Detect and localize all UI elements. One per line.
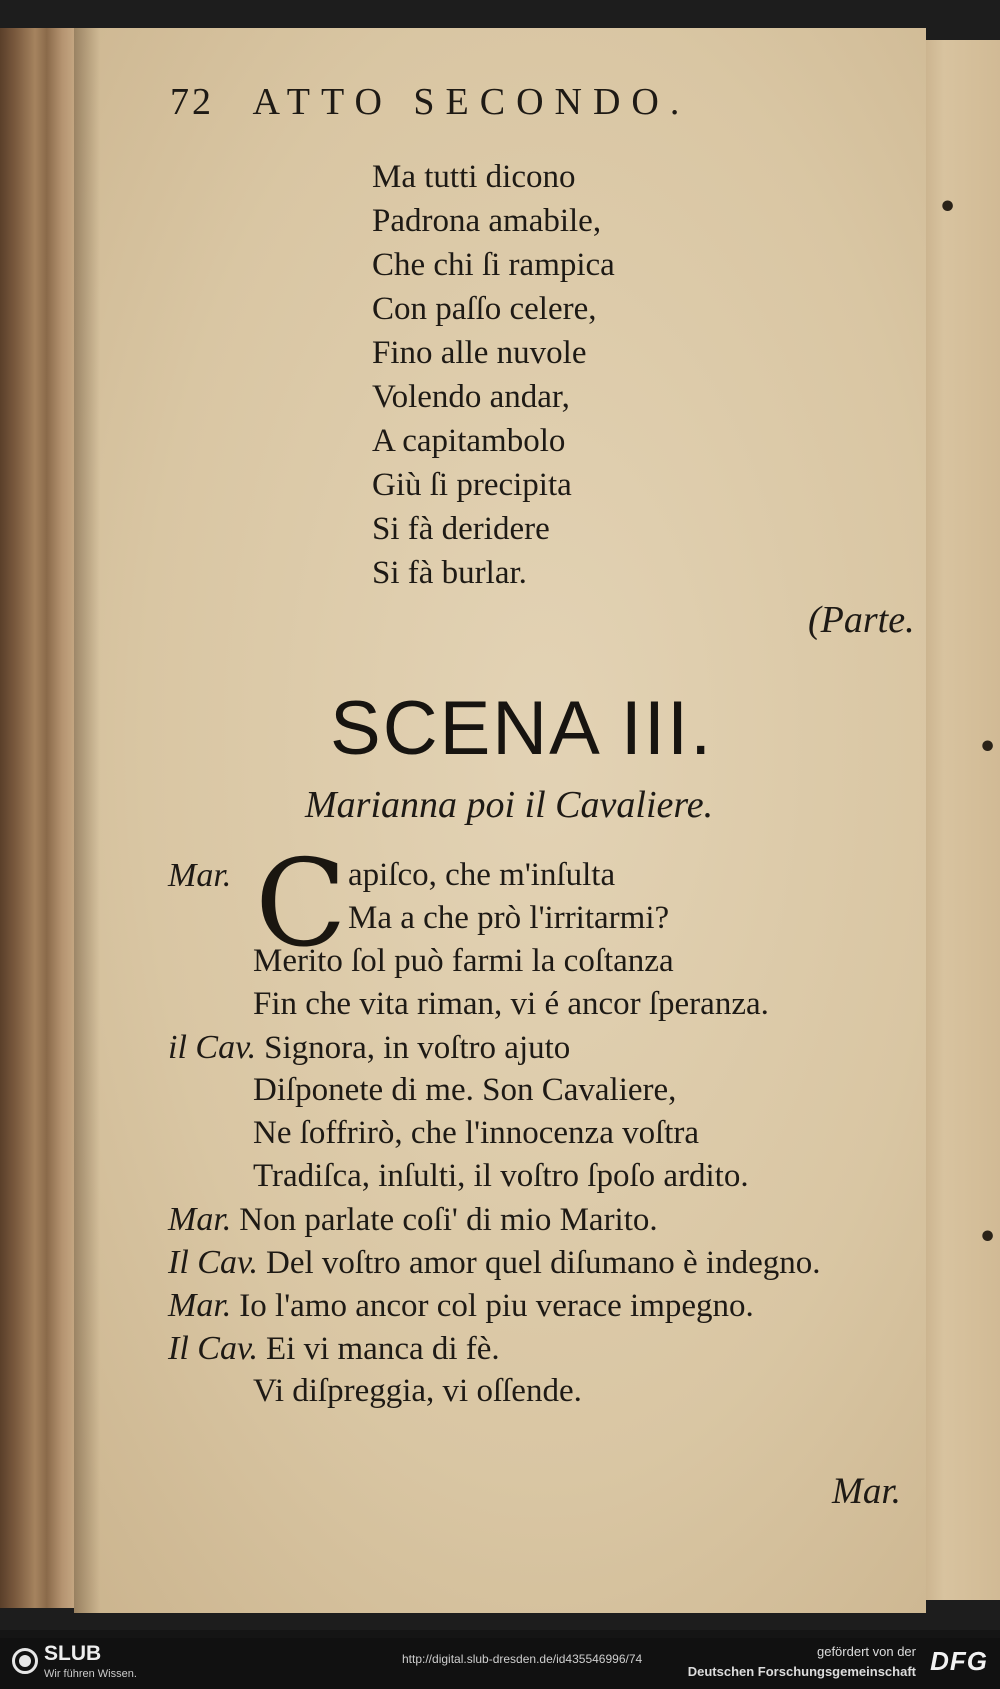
funding-line-1: gefördert von der (816, 1644, 916, 1659)
dialogue-line (168, 1026, 570, 1070)
dialogue-text: Merito ſol può farmi la coſtanza (253, 943, 674, 979)
stage-direction: (Parte. (808, 599, 915, 641)
dialogue-text: Del voſtro amor quel diſumano è indegno. (266, 1245, 821, 1281)
dialogue-line (168, 1198, 658, 1242)
bleed-mark: • (978, 730, 998, 765)
page-gutter-shadow (74, 28, 100, 1613)
verse-line: Padrona amabile, (372, 203, 602, 239)
verse-line: A capitambolo (372, 423, 566, 459)
library-name[interactable]: SLUB (44, 1642, 102, 1665)
running-title: ATTO SECONDO. (252, 81, 691, 123)
dialogue-text: Vi diſpreggia, vi oſſende. (253, 1373, 582, 1409)
dialogue-text: Non parlate coſi' di mio Marito. (239, 1202, 658, 1238)
facing-page-edge (920, 40, 1000, 1600)
slub-logo-icon[interactable] (12, 1648, 38, 1674)
viewer-footer (0, 1638, 1000, 1689)
dialogue-line (168, 1241, 820, 1285)
bleed-mark: • (978, 1220, 998, 1255)
verse-line: Volendo andar, (372, 379, 570, 415)
catchword: Mar. (832, 1471, 901, 1512)
verse-line: Che chi ſi rampica (372, 247, 615, 283)
library-tagline: Wir führen Wissen. (44, 1668, 137, 1680)
running-header (170, 80, 690, 124)
verse-line: Ma tutti dicono (372, 159, 576, 195)
scene-personae: Marianna poi il Cavaliere. (305, 784, 714, 826)
dialogue-text: Fin che vita riman, vi é ancor ſperanza. (253, 986, 769, 1022)
verse-line: Si fà deridere (372, 511, 550, 547)
funding-line-2: Deutschen Forschungsgemeinschaft (687, 1664, 916, 1679)
book-edge (0, 28, 78, 1608)
verse-line: Fino alle nuvole (372, 335, 587, 371)
scene-title: SCENA III. (330, 686, 714, 771)
dialogue-line (168, 1327, 500, 1371)
dialogue-text: Ne ſoffrirò, che l'innocenza voſtra (253, 1115, 700, 1151)
verse-line: Giù ſi precipita (372, 467, 572, 503)
verse-line: Con paſſo celere, (372, 291, 597, 327)
dialogue-text: Io l'amo ancor col piu verace impegno. (239, 1288, 754, 1324)
dialogue-text: Diſponete di me. Son Cavaliere, (253, 1072, 677, 1108)
dialogue-text: Tradiſca, inſulti, il voſtro ſpoſo ardito. (253, 1158, 749, 1194)
speaker-label: Il Cav. (168, 1330, 259, 1367)
speaker-label: Mar. (168, 857, 232, 894)
dfg-logo[interactable]: DFG (930, 1646, 988, 1676)
dialogue-text: Ei vi manca di fè. (266, 1331, 500, 1367)
speaker-label: Mar. (168, 1201, 232, 1238)
speaker-label: Il Cav. (168, 1244, 259, 1281)
page-number: 72 (170, 81, 214, 123)
dialogue-text: apiſco, che m'inſulta (348, 857, 616, 893)
speaker-label: Mar. (168, 1287, 232, 1324)
permalink[interactable]: http://digital.slub-dresden.de/id435546996/74 (402, 1652, 643, 1666)
bleed-mark: • (938, 190, 958, 225)
dialogue-text: Signora, in voſtro ajuto (264, 1030, 571, 1066)
verse-line: Si fà burlar. (372, 555, 527, 591)
dialogue-line (168, 854, 239, 898)
dialogue-text: Ma a che prò l'irritarmi? (348, 900, 670, 936)
dialogue-line (168, 1284, 754, 1328)
drop-cap: C (255, 835, 347, 974)
speaker-label: il Cav. (168, 1029, 257, 1066)
